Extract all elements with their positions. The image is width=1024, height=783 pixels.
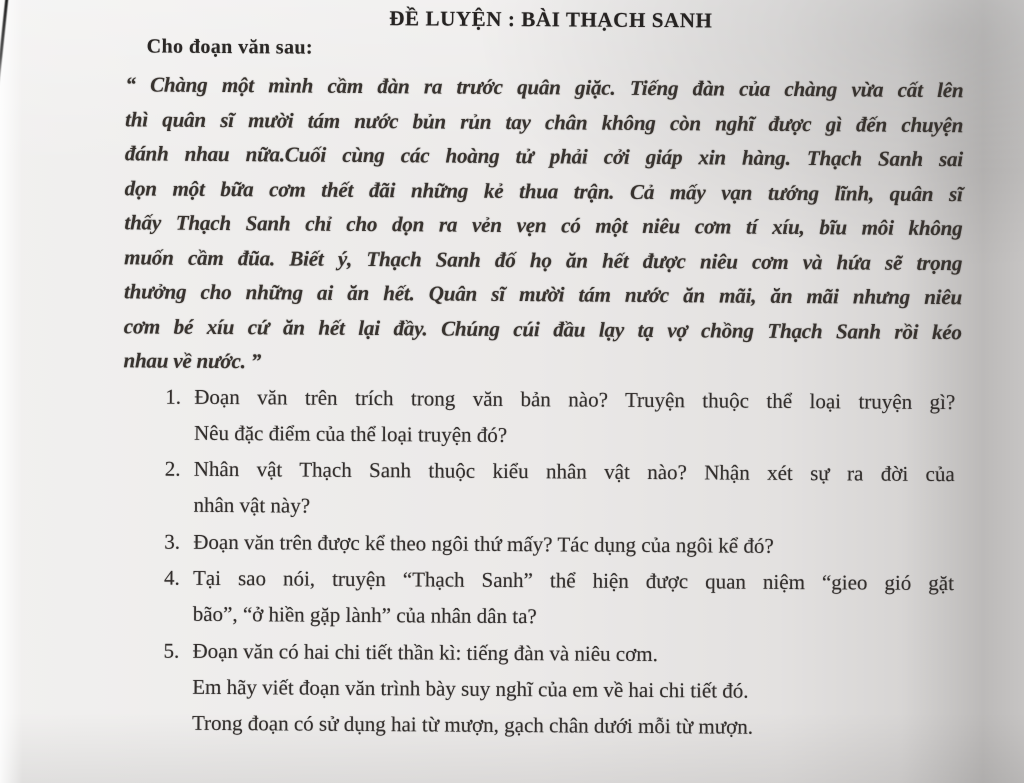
question-item-5: [163, 632, 954, 746]
question-text: Đoạn văn có hai chi tiết thần kì: tiếng đàn và niêu cơm.: [192, 638, 658, 666]
quote-line: thưởng cho những ai ăn hết. Quân sĩ mười tám nước ăn mãi, ăn mãi nhưng niêu: [123, 279, 963, 310]
question-text: Trong đoạn có sử dụng hai từ mượn, gạch chân dưới mỗi từ mượn.: [191, 710, 754, 739]
question-item-4: [164, 560, 954, 638]
question-text: Nêu đặc điểm của thể loại truyện đó?: [193, 420, 508, 447]
question-text: Em hãy viết đoạn văn trình bày suy nghĩ của em về hai chi tiết đó.: [192, 674, 749, 703]
question-text: nhân vật này?: [193, 493, 311, 518]
question-text: bão”, “ở hiền gặp lành” của nhân dân ta?: [192, 602, 537, 629]
quote-line: dọn một bữa cơm thết đãi những kẻ thua trận. Cả mấy vạn tướng lĩnh, quân sĩ: [124, 175, 963, 206]
question-item-2: [164, 451, 954, 529]
question-text: Tại sao nói, truyện “Thạch Sanh” thể hiện được quan niệm “gieo gió gặt: [192, 565, 955, 596]
quote-line: thấy Thạch Sanh chỉ cho dọn ra vẻn vẹn có một niêu cơm tí xíu, bĩu môi không: [124, 210, 963, 241]
quote-line: muốn cầm đũa. Biết ý, Thạch Sanh đố họ ăn hết được niêu cơm và hứa sẽ trọng: [124, 244, 963, 275]
question-number: 1.: [165, 384, 182, 409]
quote-line: đánh nhau nữa.Cuối cùng các hoàng tử phải cởi giáp xin hàng. Thạch Sanh sai: [124, 141, 964, 172]
worksheet-page: [0, 2, 1024, 783]
question-number: 3.: [164, 529, 181, 554]
quoted-passage: [123, 67, 963, 383]
quote-line: thì quân sĩ mười tám nước bủn rủn tay chân không còn nghĩ được gì đến chuyện: [125, 106, 964, 137]
question-text: Đoạn văn trên trích trong văn bản nào? Truyện thuộc thể loại truyện gì?: [194, 384, 956, 414]
question-list: [163, 378, 956, 746]
intro-label: Cho đoạn văn sau:: [146, 35, 314, 59]
quote-line: nhau về nước. ”: [123, 348, 262, 374]
question-number: 4.: [163, 565, 180, 590]
question-number: 5.: [163, 638, 180, 663]
quote-line: cơm bé xíu cứ ăn hết lại đầy. Chúng cúi đầu lạy tạ vợ chồng Thạch Sanh rồi kéo: [123, 313, 962, 344]
question-item-3: [164, 523, 954, 565]
question-item-1: [165, 378, 955, 456]
quote-line: “ Chàng một mình cầm đàn ra trước quân giặc. Tiếng đàn của chàng vừa cất lên: [125, 72, 964, 103]
question-text: Đoạn văn trên được kể theo ngôi thứ mấy? Tác dụng của ngôi kể đó?: [193, 529, 774, 558]
question-text: Nhân vật Thạch Sanh thuộc kiểu nhân vật nào? Nhận xét sự ra đời của: [193, 456, 955, 487]
question-number: 2.: [164, 456, 181, 481]
page-title: ĐỀ LUYỆN : BÀI THẠCH SANH: [389, 6, 713, 33]
